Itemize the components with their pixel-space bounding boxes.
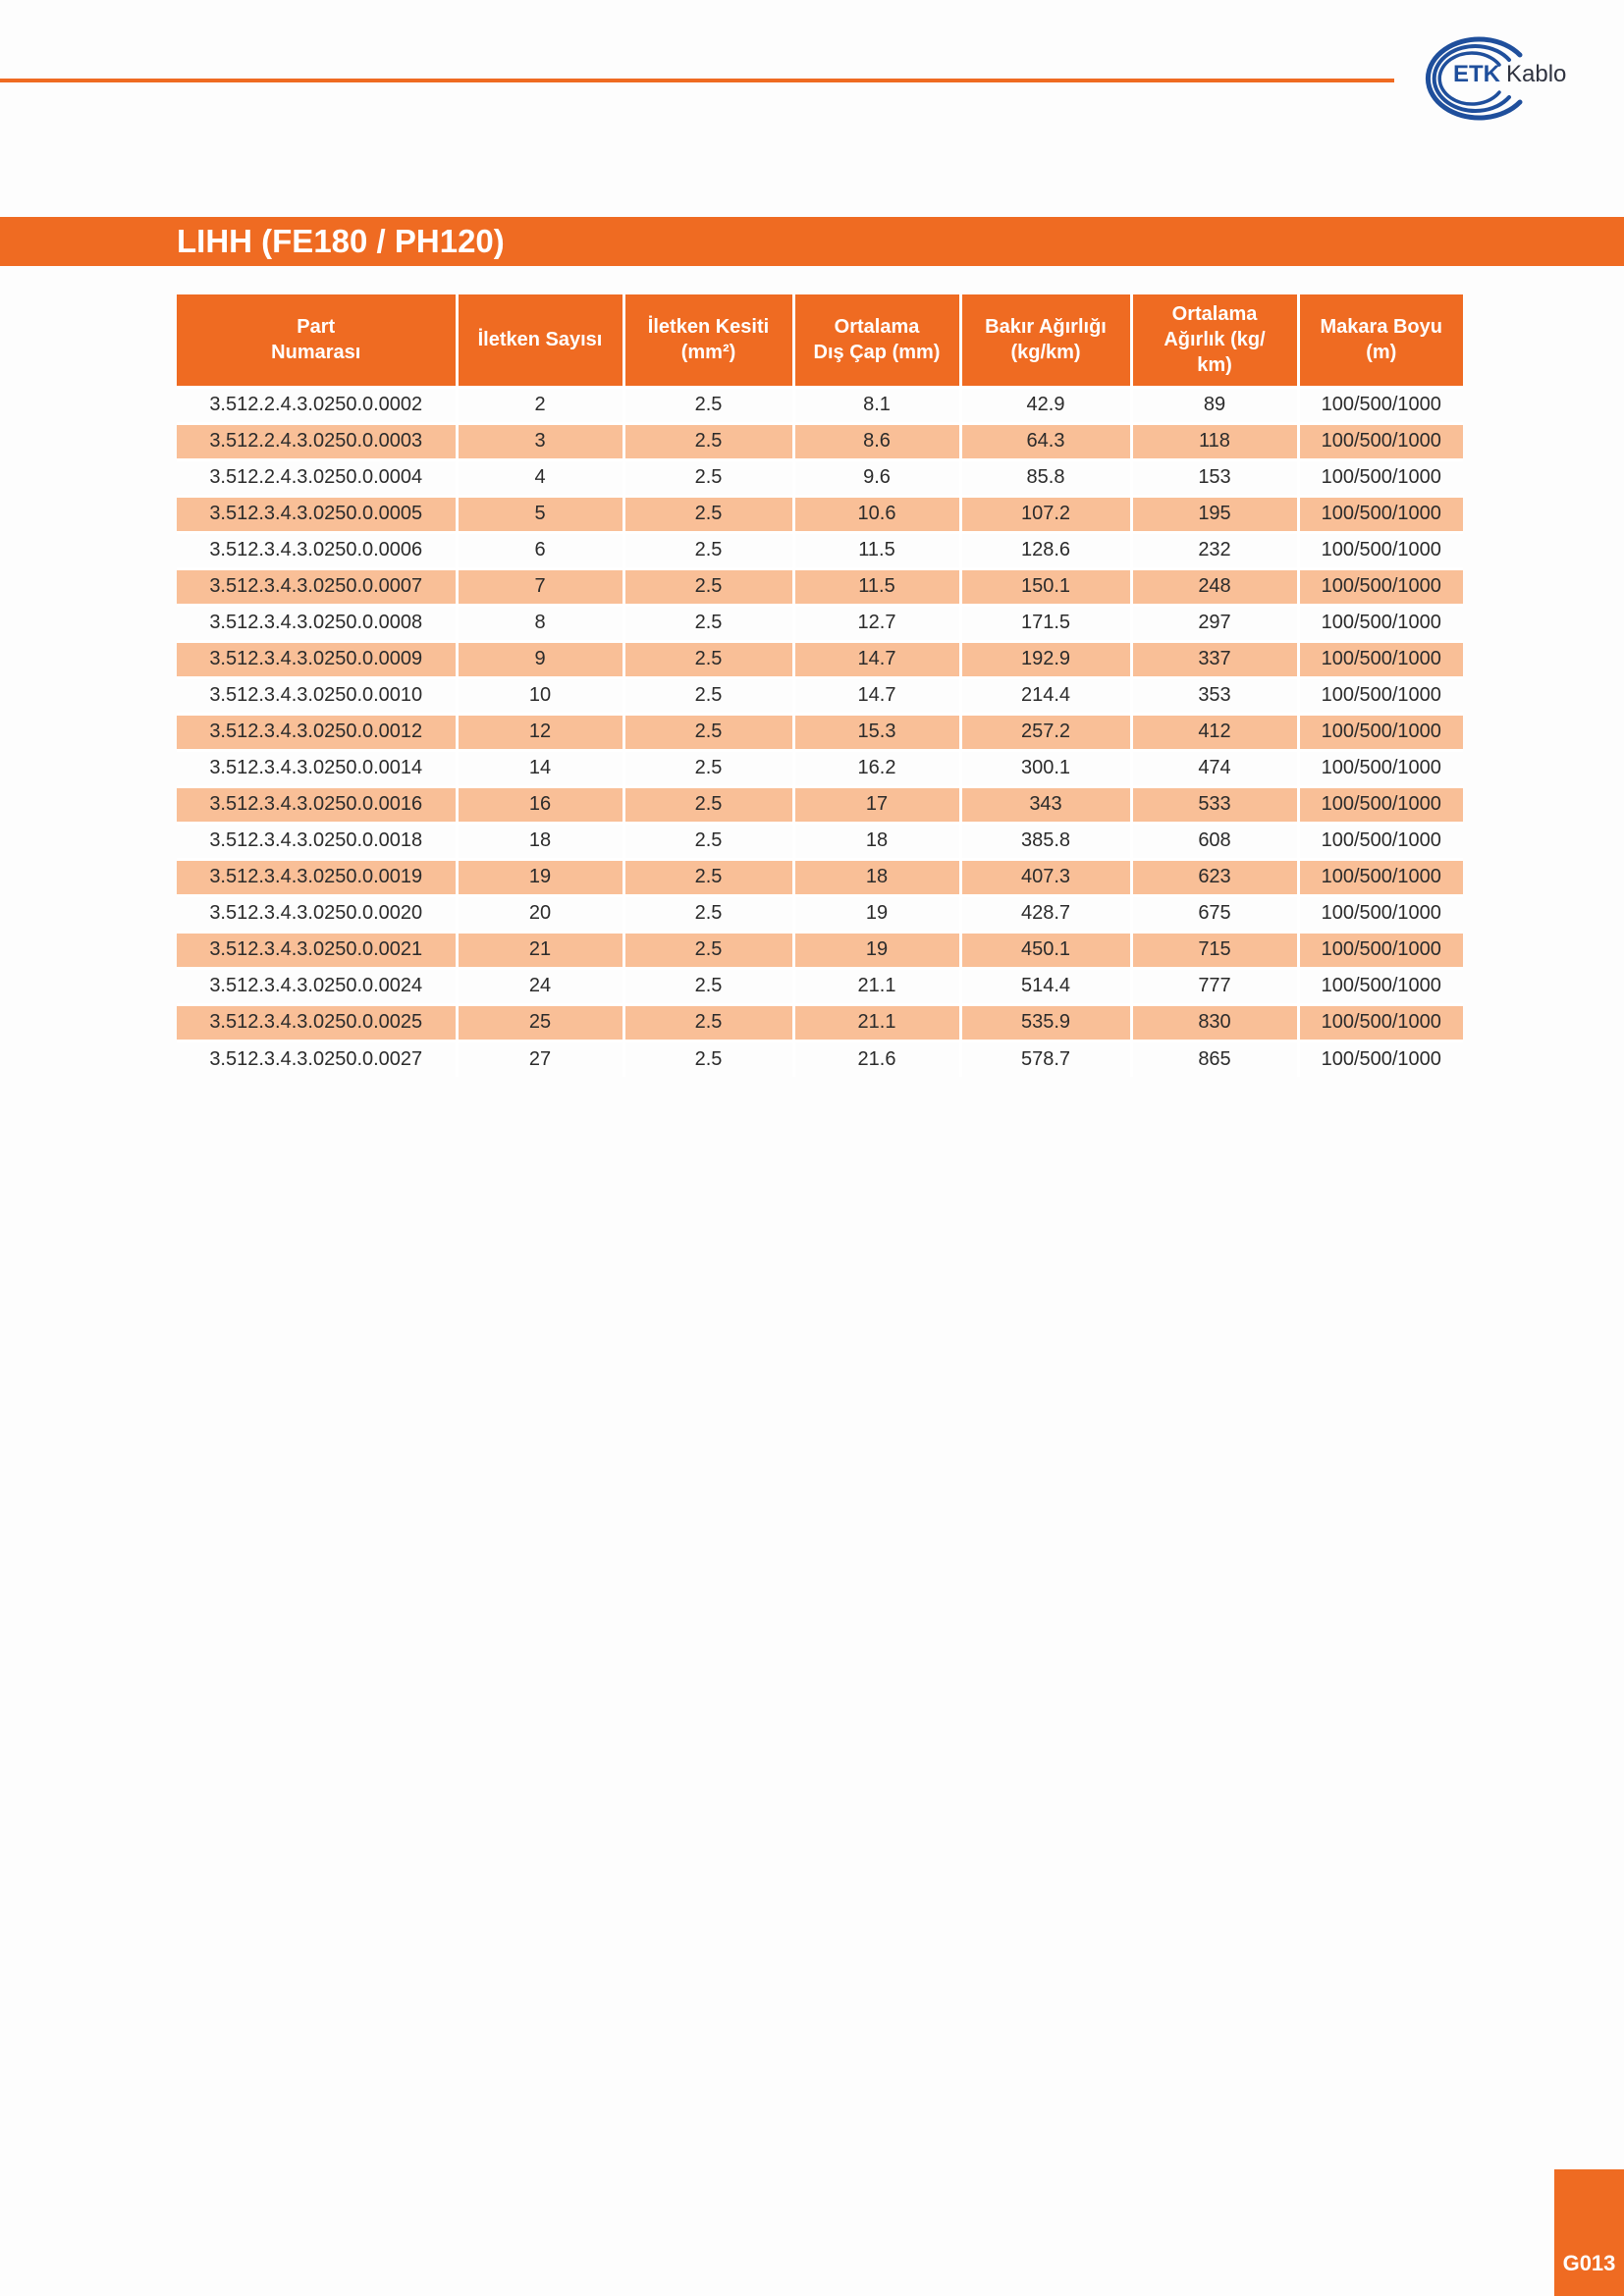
cell-conductor-section: 2.5 bbox=[623, 932, 793, 968]
table-row bbox=[177, 895, 1463, 932]
cell-average-weight: 153 bbox=[1131, 459, 1298, 496]
logo-wordmark bbox=[1453, 63, 1566, 86]
cell-conductor-count: 14 bbox=[457, 750, 623, 786]
cell-outer-diameter: 9.6 bbox=[793, 459, 960, 496]
cell-copper-weight: 214.4 bbox=[960, 677, 1131, 714]
cell-part-number: 3.512.3.4.3.0250.0.0014 bbox=[177, 750, 457, 786]
table-row bbox=[177, 750, 1463, 786]
cell-conductor-section: 2.5 bbox=[623, 496, 793, 532]
table-row bbox=[177, 859, 1463, 895]
cell-copper-weight: 385.8 bbox=[960, 823, 1131, 859]
etk-kablo-logo bbox=[1418, 35, 1585, 122]
cell-part-number: 3.512.3.4.3.0250.0.0019 bbox=[177, 859, 457, 895]
column-header-part-number: Part Numarası bbox=[177, 294, 457, 387]
cell-outer-diameter: 21.1 bbox=[793, 1004, 960, 1041]
cell-copper-weight: 42.9 bbox=[960, 387, 1131, 423]
cell-reel-length: 100/500/1000 bbox=[1298, 823, 1463, 859]
cell-reel-length: 100/500/1000 bbox=[1298, 1004, 1463, 1041]
cell-part-number: 3.512.3.4.3.0250.0.0024 bbox=[177, 968, 457, 1004]
cell-average-weight: 474 bbox=[1131, 750, 1298, 786]
cell-reel-length: 100/500/1000 bbox=[1298, 387, 1463, 423]
cell-average-weight: 715 bbox=[1131, 932, 1298, 968]
product-spec-table bbox=[177, 294, 1463, 1077]
cell-conductor-section: 2.5 bbox=[623, 786, 793, 823]
table-row bbox=[177, 459, 1463, 496]
cell-reel-length: 100/500/1000 bbox=[1298, 568, 1463, 605]
cell-conductor-section: 2.5 bbox=[623, 677, 793, 714]
cell-reel-length: 100/500/1000 bbox=[1298, 605, 1463, 641]
cell-reel-length: 100/500/1000 bbox=[1298, 1041, 1463, 1077]
table-row bbox=[177, 1004, 1463, 1041]
cell-conductor-count: 25 bbox=[457, 1004, 623, 1041]
cell-average-weight: 232 bbox=[1131, 532, 1298, 568]
table-row bbox=[177, 714, 1463, 750]
cell-conductor-count: 19 bbox=[457, 859, 623, 895]
cell-reel-length: 100/500/1000 bbox=[1298, 786, 1463, 823]
cell-average-weight: 623 bbox=[1131, 859, 1298, 895]
cell-part-number: 3.512.3.4.3.0250.0.0012 bbox=[177, 714, 457, 750]
cell-reel-length: 100/500/1000 bbox=[1298, 932, 1463, 968]
cell-conductor-count: 7 bbox=[457, 568, 623, 605]
table-body bbox=[177, 387, 1463, 1077]
table-row bbox=[177, 605, 1463, 641]
header-rule bbox=[0, 79, 1394, 82]
cell-reel-length: 100/500/1000 bbox=[1298, 968, 1463, 1004]
cell-conductor-section: 2.5 bbox=[623, 423, 793, 459]
cell-part-number: 3.512.3.4.3.0250.0.0021 bbox=[177, 932, 457, 968]
cell-part-number: 3.512.3.4.3.0250.0.0006 bbox=[177, 532, 457, 568]
cell-copper-weight: 514.4 bbox=[960, 968, 1131, 1004]
cell-reel-length: 100/500/1000 bbox=[1298, 423, 1463, 459]
cell-outer-diameter: 11.5 bbox=[793, 532, 960, 568]
cell-conductor-count: 20 bbox=[457, 895, 623, 932]
cell-part-number: 3.512.3.4.3.0250.0.0025 bbox=[177, 1004, 457, 1041]
cell-copper-weight: 107.2 bbox=[960, 496, 1131, 532]
cell-outer-diameter: 16.2 bbox=[793, 750, 960, 786]
cell-outer-diameter: 10.6 bbox=[793, 496, 960, 532]
table-row bbox=[177, 677, 1463, 714]
cell-conductor-section: 2.5 bbox=[623, 823, 793, 859]
cell-copper-weight: 300.1 bbox=[960, 750, 1131, 786]
cell-outer-diameter: 18 bbox=[793, 823, 960, 859]
cell-copper-weight: 192.9 bbox=[960, 641, 1131, 677]
column-header-conductor-section: İletken Kesiti (mm²) bbox=[623, 294, 793, 387]
cell-outer-diameter: 11.5 bbox=[793, 568, 960, 605]
table-row bbox=[177, 496, 1463, 532]
cell-copper-weight: 85.8 bbox=[960, 459, 1131, 496]
cell-conductor-count: 12 bbox=[457, 714, 623, 750]
cell-copper-weight: 578.7 bbox=[960, 1041, 1131, 1077]
cell-part-number: 3.512.3.4.3.0250.0.0018 bbox=[177, 823, 457, 859]
cell-conductor-count: 4 bbox=[457, 459, 623, 496]
cell-conductor-section: 2.5 bbox=[623, 895, 793, 932]
cell-conductor-section: 2.5 bbox=[623, 641, 793, 677]
cell-conductor-section: 2.5 bbox=[623, 459, 793, 496]
cell-conductor-count: 21 bbox=[457, 932, 623, 968]
cell-conductor-count: 8 bbox=[457, 605, 623, 641]
cell-conductor-count: 9 bbox=[457, 641, 623, 677]
cell-outer-diameter: 18 bbox=[793, 859, 960, 895]
cell-reel-length: 100/500/1000 bbox=[1298, 641, 1463, 677]
table-row bbox=[177, 786, 1463, 823]
cell-part-number: 3.512.2.4.3.0250.0.0004 bbox=[177, 459, 457, 496]
page-number-tab bbox=[1554, 2169, 1624, 2296]
cell-outer-diameter: 21.6 bbox=[793, 1041, 960, 1077]
cell-conductor-section: 2.5 bbox=[623, 568, 793, 605]
cell-copper-weight: 343 bbox=[960, 786, 1131, 823]
cell-average-weight: 195 bbox=[1131, 496, 1298, 532]
cell-outer-diameter: 8.6 bbox=[793, 423, 960, 459]
cell-copper-weight: 64.3 bbox=[960, 423, 1131, 459]
cell-part-number: 3.512.3.4.3.0250.0.0005 bbox=[177, 496, 457, 532]
cell-part-number: 3.512.3.4.3.0250.0.0016 bbox=[177, 786, 457, 823]
cell-copper-weight: 128.6 bbox=[960, 532, 1131, 568]
cell-part-number: 3.512.3.4.3.0250.0.0010 bbox=[177, 677, 457, 714]
cell-reel-length: 100/500/1000 bbox=[1298, 677, 1463, 714]
logo-brand: ETK bbox=[1453, 61, 1500, 87]
cell-part-number: 3.512.3.4.3.0250.0.0007 bbox=[177, 568, 457, 605]
cell-average-weight: 248 bbox=[1131, 568, 1298, 605]
table-row bbox=[177, 423, 1463, 459]
cell-average-weight: 118 bbox=[1131, 423, 1298, 459]
table-row bbox=[177, 968, 1463, 1004]
cell-average-weight: 865 bbox=[1131, 1041, 1298, 1077]
column-header-reel-length: Makara Boyu (m) bbox=[1298, 294, 1463, 387]
cell-average-weight: 675 bbox=[1131, 895, 1298, 932]
cell-reel-length: 100/500/1000 bbox=[1298, 895, 1463, 932]
column-header-copper-weight: Bakır Ağırlığı (kg/km) bbox=[960, 294, 1131, 387]
cell-conductor-section: 2.5 bbox=[623, 532, 793, 568]
table-row bbox=[177, 532, 1463, 568]
cell-conductor-count: 27 bbox=[457, 1041, 623, 1077]
cell-reel-length: 100/500/1000 bbox=[1298, 714, 1463, 750]
cell-conductor-count: 10 bbox=[457, 677, 623, 714]
cell-conductor-count: 24 bbox=[457, 968, 623, 1004]
cell-conductor-count: 5 bbox=[457, 496, 623, 532]
cell-part-number: 3.512.2.4.3.0250.0.0003 bbox=[177, 423, 457, 459]
cell-outer-diameter: 8.1 bbox=[793, 387, 960, 423]
cell-part-number: 3.512.3.4.3.0250.0.0009 bbox=[177, 641, 457, 677]
cell-reel-length: 100/500/1000 bbox=[1298, 532, 1463, 568]
cell-average-weight: 297 bbox=[1131, 605, 1298, 641]
cell-outer-diameter: 17 bbox=[793, 786, 960, 823]
cell-outer-diameter: 15.3 bbox=[793, 714, 960, 750]
cell-average-weight: 412 bbox=[1131, 714, 1298, 750]
cell-outer-diameter: 19 bbox=[793, 895, 960, 932]
cell-average-weight: 608 bbox=[1131, 823, 1298, 859]
cell-conductor-count: 6 bbox=[457, 532, 623, 568]
cell-average-weight: 353 bbox=[1131, 677, 1298, 714]
cell-part-number: 3.512.3.4.3.0250.0.0027 bbox=[177, 1041, 457, 1077]
cell-reel-length: 100/500/1000 bbox=[1298, 750, 1463, 786]
cell-average-weight: 89 bbox=[1131, 387, 1298, 423]
cell-conductor-section: 2.5 bbox=[623, 605, 793, 641]
cell-copper-weight: 535.9 bbox=[960, 1004, 1131, 1041]
cell-copper-weight: 450.1 bbox=[960, 932, 1131, 968]
cell-copper-weight: 428.7 bbox=[960, 895, 1131, 932]
cell-conductor-section: 2.5 bbox=[623, 714, 793, 750]
cell-conductor-section: 2.5 bbox=[623, 859, 793, 895]
cell-conductor-section: 2.5 bbox=[623, 1041, 793, 1077]
table-row bbox=[177, 387, 1463, 423]
cell-copper-weight: 257.2 bbox=[960, 714, 1131, 750]
cell-outer-diameter: 21.1 bbox=[793, 968, 960, 1004]
table-row bbox=[177, 641, 1463, 677]
cell-outer-diameter: 14.7 bbox=[793, 677, 960, 714]
cell-reel-length: 100/500/1000 bbox=[1298, 496, 1463, 532]
cell-average-weight: 830 bbox=[1131, 1004, 1298, 1041]
column-header-average-weight: Ortalama Ağırlık (kg/ km) bbox=[1131, 294, 1298, 387]
cell-conductor-count: 18 bbox=[457, 823, 623, 859]
cell-copper-weight: 171.5 bbox=[960, 605, 1131, 641]
title-band bbox=[0, 217, 1624, 266]
cell-conductor-section: 2.5 bbox=[623, 1004, 793, 1041]
cell-outer-diameter: 12.7 bbox=[793, 605, 960, 641]
table-row bbox=[177, 932, 1463, 968]
page-number: G013 bbox=[1562, 2251, 1616, 2275]
table-row bbox=[177, 568, 1463, 605]
cell-conductor-count: 16 bbox=[457, 786, 623, 823]
cell-part-number: 3.512.3.4.3.0250.0.0008 bbox=[177, 605, 457, 641]
cell-conductor-section: 2.5 bbox=[623, 968, 793, 1004]
cell-reel-length: 100/500/1000 bbox=[1298, 459, 1463, 496]
cell-average-weight: 777 bbox=[1131, 968, 1298, 1004]
table-header-row bbox=[177, 294, 1463, 387]
cell-part-number: 3.512.2.4.3.0250.0.0002 bbox=[177, 387, 457, 423]
cell-reel-length: 100/500/1000 bbox=[1298, 859, 1463, 895]
cell-copper-weight: 407.3 bbox=[960, 859, 1131, 895]
table-row bbox=[177, 1041, 1463, 1077]
column-header-outer-diameter: Ortalama Dış Çap (mm) bbox=[793, 294, 960, 387]
cell-conductor-count: 2 bbox=[457, 387, 623, 423]
cell-conductor-count: 3 bbox=[457, 423, 623, 459]
logo-suffix: Kablo bbox=[1506, 61, 1567, 87]
page-title: LIHH (FE180 / PH120) bbox=[177, 223, 505, 259]
cell-outer-diameter: 14.7 bbox=[793, 641, 960, 677]
cell-average-weight: 533 bbox=[1131, 786, 1298, 823]
cell-copper-weight: 150.1 bbox=[960, 568, 1131, 605]
cell-outer-diameter: 19 bbox=[793, 932, 960, 968]
column-header-conductor-count: İletken Sayısı bbox=[457, 294, 623, 387]
cell-conductor-section: 2.5 bbox=[623, 387, 793, 423]
cell-conductor-section: 2.5 bbox=[623, 750, 793, 786]
cell-part-number: 3.512.3.4.3.0250.0.0020 bbox=[177, 895, 457, 932]
cell-average-weight: 337 bbox=[1131, 641, 1298, 677]
table-row bbox=[177, 823, 1463, 859]
